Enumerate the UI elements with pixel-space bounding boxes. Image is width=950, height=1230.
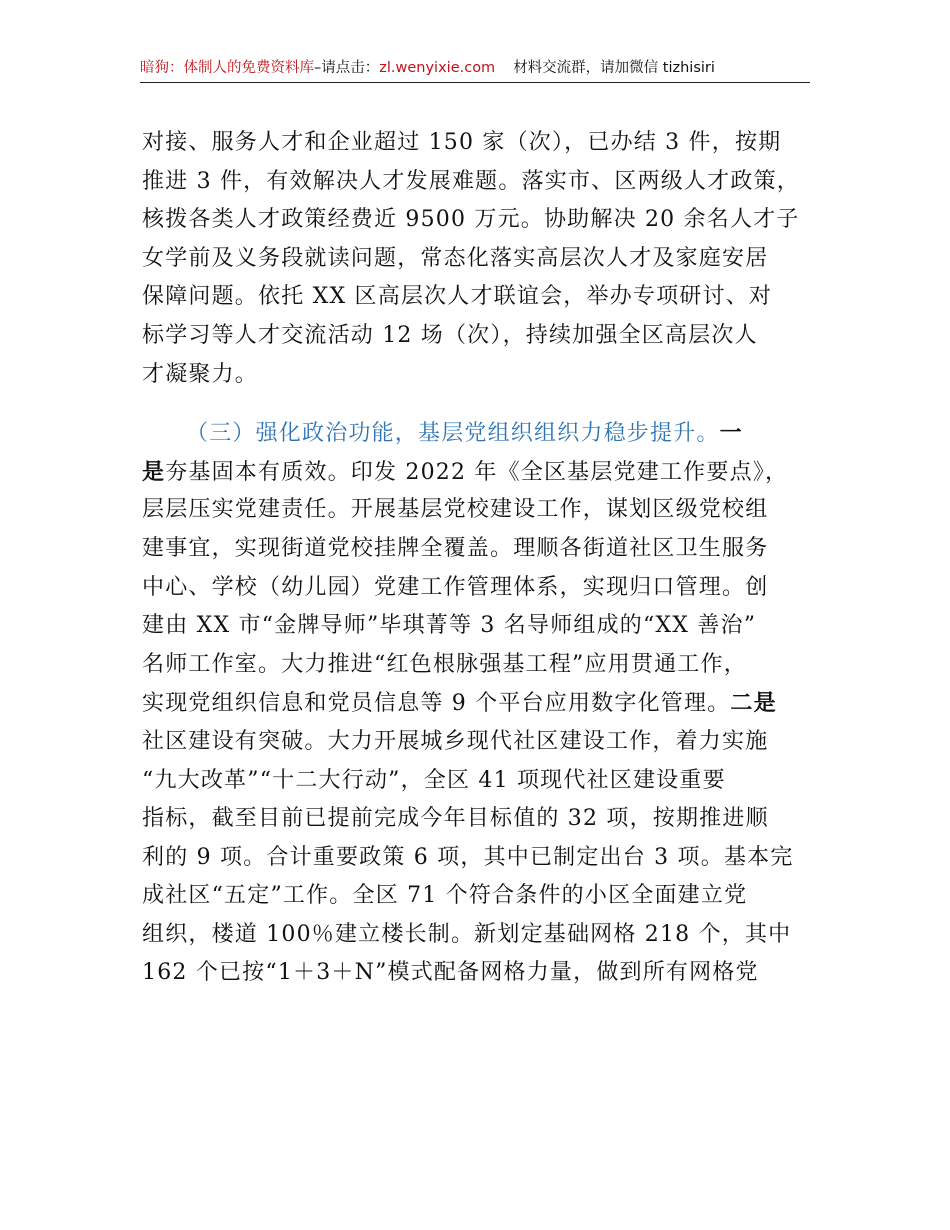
- paragraph-line: 女学前及义务段就读问题，常态化落实高层次人才及家庭安居: [142, 245, 769, 271]
- header-site-name: 暗狗：体制人的免费资料库: [140, 60, 314, 76]
- paragraph-line: 利的 9 项。合计重要政策 6 项，其中已制定出台 3 项。基本完: [142, 844, 794, 870]
- paragraph-line: 核拨各类人才政策经费近 9500 万元。协助解决 20 余名人才子: [142, 207, 800, 233]
- section-heading: （三）强化政治功能，基层党组织组织力稳步提升。: [186, 421, 720, 447]
- header-url-link[interactable]: zl.wenyixie.com: [379, 60, 496, 76]
- paragraph-party-organization: [142, 414, 812, 993]
- paragraph-talent-services: [142, 124, 812, 394]
- paragraph-line: 中心、学校（幼儿园）党建工作管理体系，实现归口管理。创: [142, 574, 769, 600]
- item-marker-one: 一: [719, 420, 743, 447]
- paragraph-line: 社区建设有突破。大力开展城乡现代社区建设工作，着力实施: [142, 728, 769, 754]
- paragraph-line: 对接、服务人才和企业超过 150 家（次），已办结 3 件，按期: [142, 130, 782, 155]
- paragraph-line: 162 个已按“1＋3＋N”模式配备网格力量，做到所有网格党: [142, 960, 759, 986]
- paragraph-line: 标学习等人才交流活动 12 场（次），持续加强全区高层次人: [142, 322, 758, 348]
- document-header: [140, 56, 810, 83]
- item-marker-two: 二是: [730, 690, 777, 717]
- paragraph-line: 成社区“五定”工作。全区 71 个符合条件的小区全面建立党: [142, 883, 748, 909]
- paragraph-line: 实现党组织信息和党员信息等 9 个平台应用数字化管理。: [142, 691, 731, 717]
- header-group-notice: 材料交流群，请加微信 tizhisiri: [513, 60, 715, 76]
- paragraph-line: 层层压实党建责任。开展基层党校建设工作，谋划区级党校组: [142, 497, 769, 523]
- paragraph-line: 才凝聚力。: [142, 361, 259, 387]
- paragraph-line: 名师工作室。大力推进“红色根脉强基工程”应用贯通工作，: [142, 651, 747, 677]
- paragraph-line: 保障问题。依托 XX 区高层次人才联谊会，举办专项研讨、对: [142, 284, 773, 310]
- paragraph-line: 夯基固本有质效。印发 2022 年《全区基层党建工作要点》，: [165, 459, 789, 485]
- paragraph-line: 推进 3 件，有效解决人才发展难题。落实市、区两级人才政策，: [142, 168, 800, 194]
- paragraph-line: “九大改革”“十二大行动”，全区 41 项现代社区建设重要: [142, 767, 726, 793]
- paragraph-line: 组织，楼道 100％建立楼长制。新划定基础网格 218 个，其中: [142, 921, 792, 947]
- paragraph-line: 指标，截至目前已提前完成今年目标值的 32 项，按期推进顺: [142, 806, 769, 832]
- item-marker-one-cont: 是: [142, 458, 166, 485]
- paragraph-line: 建事宜，实现街道党校挂牌全覆盖。理顺各街道社区卫生服务: [142, 535, 769, 561]
- paragraph-line: 建由 XX 市“金牌导师”毕琪菁等 3 名导师组成的“XX 善治”: [142, 613, 757, 639]
- document-body: [142, 124, 812, 993]
- header-link-prompt: –请点击：: [314, 60, 380, 76]
